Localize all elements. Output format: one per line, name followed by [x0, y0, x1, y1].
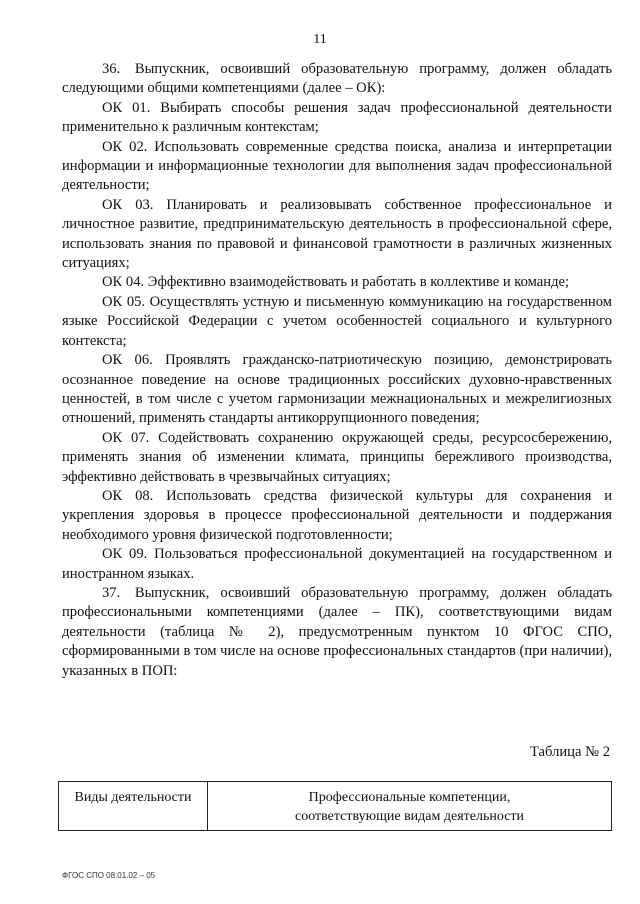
page-footer: ФГОС СПО 08.01.02 – 05	[62, 871, 156, 880]
table-header-competencies-line2: соответствующие видам деятельности	[294, 809, 525, 824]
table-header-row	[59, 782, 612, 831]
paragraph-ok-08: ОК 08. Использовать средства физической культуры для сохранения и укрепления здоровья в процессе профессиональной деятельности и поддержания необходимого уровня физической подготовленности;	[62, 487, 612, 543]
table-header-competencies	[208, 782, 612, 831]
paragraph-37: 37. Выпускник, освоивший образовательную программу, должен обладать профессиональными компетенциями (далее – ПК), соответствующими видам деятельности (таблица № 2), предусмотренным пунктом 10 ФГОС СПО, сформированными в том числе на основе профессиональных стандартов (при наличии), указанных в ПОП:	[62, 584, 612, 679]
paragraph-ok-07: ОК 07. Содействовать сохранению окружающей среды, ресурсосбережению, применять знания об изменении климата, принципы бережливого производства, эффективно действовать в чрезвычайных ситуациях;	[62, 429, 612, 485]
competencies-table	[58, 781, 612, 831]
paragraph-ok-01: ОК 01. Выбирать способы решения задач профессиональной деятельности применительно к различным контекстам;	[62, 99, 612, 136]
table-caption: Таблица № 2	[530, 744, 610, 760]
paragraph-ok-09: ОК 09. Пользоваться профессиональной документацией на государственном и иностранном языках.	[62, 546, 612, 582]
paragraph-ok-02: ОК 02. Использовать современные средства поиска, анализа и интерпретации информации и информационные технологии для выполнения задач профессиональной деятельности;	[62, 138, 612, 194]
paragraph-ok-05: ОК 05. Осуществлять устную и письменную коммуникацию на государственном языке Российской Федерации с учетом особенностей социального и культурного контекста;	[62, 293, 612, 349]
paragraph-ok-06: ОК 06. Проявлять гражданско-патриотическую позицию, демонстрировать осознанное поведение на основе традиционных российских духовно-нравственных ценностей, в том числе с учетом гармонизации межнациональных и межрелигиозных отношений, применять стандарты антикоррупционного поведения;	[62, 352, 612, 427]
table-header-activities: Виды деятельности	[59, 782, 208, 831]
paragraph-ok-03: ОК 03. Планировать и реализовывать собственное профессиональное и личностное развитие, предпринимательскую деятельность в профессиональной сфере, использовать знания по правовой и финансовой грамотности в различных жизненных ситуациях;	[62, 196, 612, 272]
table-header-competencies-line1: Профессиональные компетенции,	[308, 790, 511, 805]
paragraph-ok-04: ОК 04. Эффективно взаимодействовать и работать в коллективе и команде;	[102, 274, 570, 291]
paragraph-36: 36. Выпускник, освоивший образовательную программу, должен обладать следующими общими компетенциями (далее – ОК):	[62, 61, 612, 97]
page-number: 11	[313, 32, 327, 47]
body-text	[62, 60, 612, 681]
